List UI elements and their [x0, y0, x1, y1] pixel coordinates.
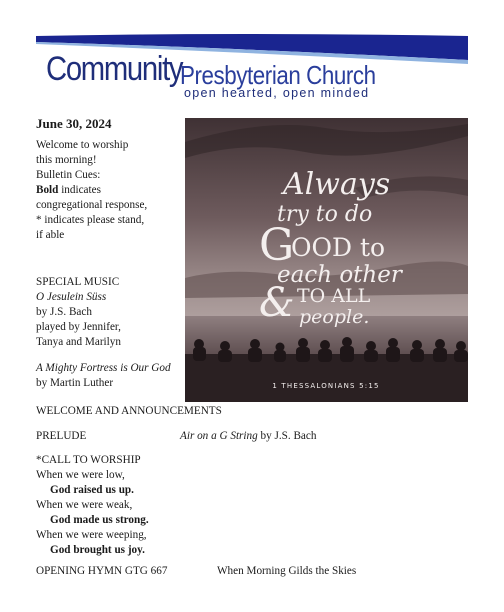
cue-bold-line — [36, 183, 147, 198]
cue-bold-word: Bold — [36, 184, 59, 196]
verse-people: people. — [299, 306, 370, 328]
verse-to-all: TO ALL — [297, 285, 371, 307]
welcome-line: Bulletin Cues: — [36, 169, 101, 181]
verse-good-rest: OOD to — [291, 233, 386, 262]
call-response: God brought us joy. — [50, 544, 145, 556]
cue-line: congregational response, — [36, 199, 148, 211]
logo-tagline: open hearted, open minded — [184, 86, 370, 100]
logo-presbyterian-church: Presbyterian Church — [180, 60, 376, 90]
verse-try-to-do: try to do — [277, 202, 373, 227]
welcome-announcements: WELCOME AND ANNOUNCEMENTS — [36, 405, 222, 417]
performers-line: played by Jennifer, — [36, 321, 121, 333]
call-line: When we were weak, — [36, 499, 133, 511]
call-to-worship — [36, 453, 149, 558]
prelude-label: PRELUDE — [36, 430, 87, 442]
special-music-block — [36, 275, 121, 350]
call-line: When we were weeping, — [36, 529, 147, 541]
performers-line: Tanya and Marilyn — [36, 336, 121, 348]
piece2-composer: by Martin Luther — [36, 377, 114, 389]
cue-line: * indicates please stand, — [36, 214, 145, 226]
verse-reference: 1 THESSALONIANS 5:15 — [272, 382, 380, 390]
prelude-composer: by J.S. Bach — [257, 430, 317, 442]
logo-community: Community — [46, 50, 183, 88]
welcome-block — [36, 138, 147, 243]
cue-bold-rest: indicates — [58, 184, 101, 196]
call-heading: *CALL TO WORSHIP — [36, 454, 141, 466]
prelude-title: Air on a G String — [180, 430, 258, 442]
call-response: God raised us up. — [50, 484, 134, 496]
special-music-block-2 — [36, 361, 171, 391]
opening-hymn-title: When Morning Gilds the Skies — [217, 565, 357, 577]
verse-each-other: each other — [277, 262, 402, 288]
welcome-line: this morning! — [36, 154, 97, 166]
verse-good-cap: G — [259, 220, 295, 271]
welcome-line: Welcome to worship — [36, 139, 129, 151]
verse-always: Always — [283, 167, 391, 202]
piece1-composer: by J.S. Bach — [36, 306, 92, 318]
cue-line: if able — [36, 229, 65, 241]
prelude-piece — [180, 429, 316, 444]
piece2-title: A Mighty Fortress is Our God — [36, 362, 171, 374]
call-response: God made us strong. — [50, 514, 149, 526]
verse-ampersand: & — [259, 280, 295, 326]
piece1-title: O Jesulein Süss — [36, 291, 107, 303]
scripture-image-art — [185, 118, 468, 402]
scripture-image — [185, 118, 468, 402]
opening-hymn-label: OPENING HYMN GTG 667 — [36, 565, 168, 577]
special-music-heading: SPECIAL MUSIC — [36, 276, 120, 288]
call-line: When we were low, — [36, 469, 125, 481]
bulletin-date: June 30, 2024 — [36, 116, 112, 131]
